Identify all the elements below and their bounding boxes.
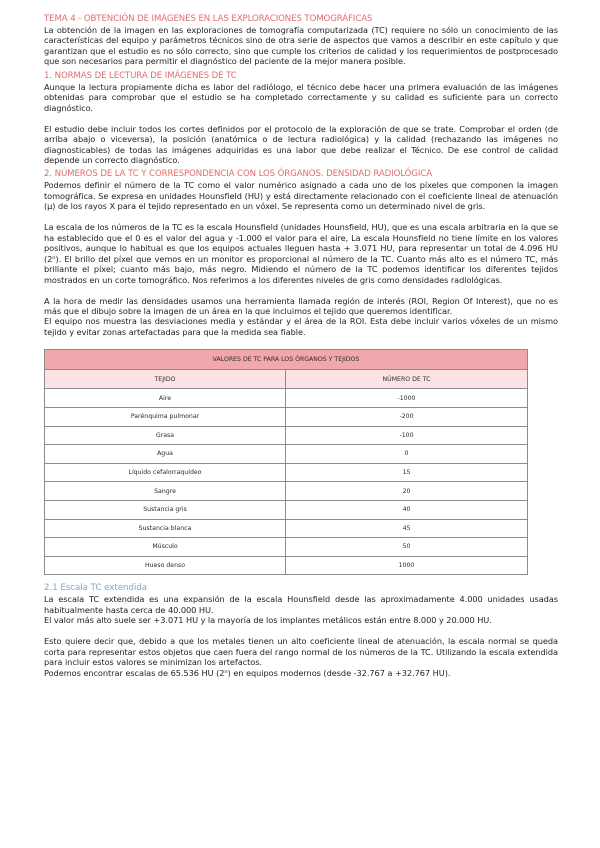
intro-paragraph: La obtención de la imagen en las exploraciones de tomografía computarizada (TC) requiere no sólo un conocimiento de las características del equipo y parámetros técnicos sino de otra serie de aspectos que vamos a describir en este capítulo y que garantizan que el estudio es no sólo correcto, sino que cumple los criterios de calidad y los requerimientos de postprocesado que son necesarios para permitir el diagnóstico del paciente de la mejor manera posible.	[44, 25, 558, 67]
value-cell: 1000	[286, 556, 528, 575]
section-2-paragraph-4: El equipo nos muestra las desviaciones media y estándar y el área de la ROI. Esta debe incluir varios vóxeles de un mismo tejido y evitar zonas artefactadas para que la medida sea fiable.	[44, 316, 558, 337]
value-cell: -200	[286, 407, 528, 426]
section-1-heading: 1. NORMAS DE LECTURA DE IMÁGENES DE TC	[44, 70, 237, 81]
table-row	[45, 463, 528, 482]
tissue-cell: Sustancia blanca	[45, 519, 286, 538]
column-header-numero-tc: NÚMERO DE TC	[286, 370, 528, 389]
tissue-cell: Sangre	[45, 482, 286, 501]
section-2-paragraph-3: A la hora de medir las densidades usamos una herramienta llamada región de interés (ROI, Region Of Interest), que no es más que el dibujo sobre la imagen de un área en la que incluimos el tejido que queremos identificar.	[44, 295, 558, 317]
table-row	[45, 445, 528, 464]
section-2-paragraph-2: La escala de los números de la TC es la escala Hounsfield (unidades Hounsfield, HU), que es una escala arbitraria en la que se ha establecido que el 0 es el valor del agua y -1.000 el valor para el aire, La escala Hounsfield no tiene límite en los valores positivos, aunque lo habitual es que los equipos actuales lleguen hasta + 3.071 HU, para representar un total de 4.096 HU (2ⁿ). El brillo del píxel que vemos en un monitor es proporcional al número de la TC. Cuanto más alto es el número TC, más brillante el píxel; cuanto más bajo, más negro. Midiendo el número de la TC podemos identificar los diferentes tejidos mostrados en un corte tomográfico. Nos referimos a los diferentes niveles de gris como densidades radiológicas.	[44, 222, 558, 285]
ct-values-table	[44, 349, 528, 575]
tissue-cell: Aire	[45, 389, 286, 408]
tissue-cell: Músculo	[45, 538, 286, 557]
tissue-cell: Sustancia gris	[45, 500, 286, 519]
document-page	[44, 14, 558, 678]
section-1-paragraph-1: Aunque la lectura propiamente dicha es labor del radiólogo, el técnico debe hacer una primera evaluación de las imágenes obtenidas para comprobar que el estudio se ha completado correctamente y su calidad es suficiente para un correcto diagnóstico.	[44, 81, 558, 113]
section-2-1-paragraph-4: Podemos encontrar escalas de 65.536 HU (2ⁿ) en equipos modernos (desde -32.767 a +32.767 HU).	[44, 667, 451, 678]
section-2-paragraph-1: Podemos definir el número de la TC como el valor numérico asignado a cada uno de los píxeles que componen la imagen tomográfica. Se expresa en unidades Hounsfield (HU) y está directamente relacionado con el coeficiente lineal de atenuación (μ) de los rayos X para el tejido representado en un vóxel. Se representa como un determinado nivel de gris.	[44, 180, 558, 212]
table-row	[45, 389, 528, 408]
table-row	[45, 519, 528, 538]
table-title: VALORES DE TC PARA LOS ÓRGANOS Y TEJIDOS	[45, 350, 528, 370]
table-row	[45, 500, 528, 519]
value-cell: 15	[286, 463, 528, 482]
section-2-1-paragraph-1: La escala TC extendida es una expansión de la escala Hounsfield desde las aproximadamente 4.000 unidades usadas habitualmente hasta cerca de 40.000 HU.	[44, 594, 558, 615]
value-cell: 20	[286, 482, 528, 501]
table-row	[45, 538, 528, 557]
tissue-cell: Parénquima pulmonar	[45, 407, 286, 426]
section-2-1-paragraph-3: Esto quiere decir que, debido a que los metales tienen un alto coeficiente lineal de atenuación, la escala normal se queda corta para representar estos objetos que caen fuera del rango normal de los números de la TC. Utilizando la escala extendida para incluir estos valores se minimizan los artefactos.	[44, 636, 558, 668]
section-2-heading: 2. NÚMEROS DE LA TC Y CORRESPONDENCIA CON LOS ÓRGANOS. DENSIDAD RADIOLÓGICA	[44, 169, 432, 180]
tissue-cell: Agua	[45, 445, 286, 464]
value-cell: 40	[286, 500, 528, 519]
page-title: TEMA 4 - OBTENCIÓN DE IMÁGENES EN LAS EXPLORACIONES TOMOGRÁFICAS	[44, 14, 373, 24]
section-2-1-paragraph-2: El valor más alto suele ser +3.071 HU y la mayoría de los implantes metálicos están entre 8.000 y 20.000 HU.	[44, 615, 492, 626]
tissue-cell: Grasa	[45, 426, 286, 445]
value-cell: 50	[286, 538, 528, 557]
table-row	[45, 556, 528, 575]
table-row	[45, 407, 528, 426]
section-2-1-heading: 2.1 Escala TC extendida	[44, 583, 148, 594]
tissue-cell: Hueso denso	[45, 556, 286, 575]
value-cell: -1000	[286, 389, 528, 408]
section-1-paragraph-2: El estudio debe incluir todos los cortes definidos por el protocolo de la exploración de que se trate. Comprobar el orden (de arriba abajo o viceversa), la posición (anatómica o de lectura radiológica) y la calidad (rechazando las imágenes no diagnosticables) de todas las imágenes adquiridas es una labor que debe realizar el Técnico. De ese control de calidad depende un correcto diagnóstico.	[44, 123, 558, 166]
table-row	[45, 482, 528, 501]
value-cell: -100	[286, 426, 528, 445]
table-row	[45, 426, 528, 445]
tissue-cell: Líquido cefalorraquídeo	[45, 463, 286, 482]
value-cell: 45	[286, 519, 528, 538]
column-header-tejido: TEJIDO	[45, 370, 286, 389]
value-cell: 0	[286, 445, 528, 464]
